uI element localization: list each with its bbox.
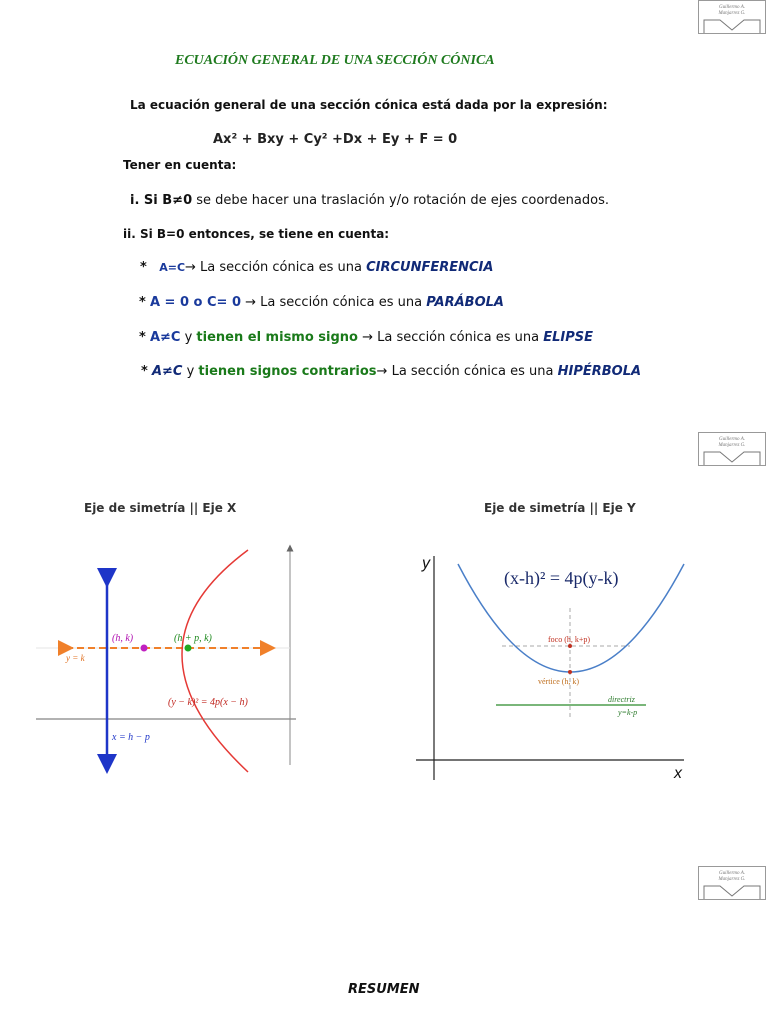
logo-line-2: Manjarrez G. [718,443,746,448]
author-logo [698,866,766,900]
case-hiperbola [141,364,641,379]
label-focus: foco (h, k+p) [548,635,591,644]
figure-horizontal-parabola [36,540,296,776]
label-directrix: directriz [608,695,635,704]
case-elipse [139,330,593,345]
item-i [130,193,609,208]
case-condition: A≠C [151,364,183,379]
author-logo [698,432,766,466]
vertex-point [568,670,572,674]
case-bullet: * [140,260,147,275]
case-circunferencia [140,260,493,275]
logo-line-1: Guillermo A. [718,437,746,442]
case-parabola [139,295,504,310]
case-extra: tienen el mismo signo [196,330,358,345]
label-vertex: vértice (h, k) [538,677,580,686]
logo-line-2: Manjarrez G. [718,877,746,882]
item-i-text: se debe hacer una traslación y/o rotación de ejes coordenados. [192,193,609,208]
case-arrow-text: → La sección cónica es una [376,364,558,379]
note-heading: Tener en cuenta: [123,158,237,172]
case-connector: y [180,330,197,345]
case-connector: y [182,364,199,379]
figure-vertical-parabola [412,548,696,784]
case-result: HIPÉRBOLA [557,364,642,379]
axis-x-label: x [674,765,682,782]
label-y-eq-k: y = k [66,653,85,663]
case-result: CIRCUNFERENCIA [366,260,494,275]
case-arrow-text: → La sección cónica es una [185,260,367,275]
case-condition: A = 0 o C= 0 [149,295,241,310]
logo-line-2: Manjarrez G. [718,11,746,16]
case-arrow-text: → La sección cónica es una [358,330,544,345]
label-focus: (h + p, k) [174,633,212,644]
figure-left-caption: Eje de simetría || Eje X [84,501,237,515]
logo-line-1: Guillermo A. [718,5,746,10]
figure-right-caption: Eje de simetría || Eje Y [484,501,636,515]
label-vertex: (h, k) [112,633,134,644]
case-condition: A=C [159,261,186,274]
focus-point [185,645,192,652]
vertex-point [141,645,148,652]
case-extra: tienen signos contrarios [198,364,377,379]
parabola-curve [182,550,248,772]
label-equation: (y − k)² = 4p(x − h) [168,697,248,708]
case-result: ELIPSE [543,330,593,345]
general-equation: Ax² + Bxy + Cy² +Dx + Ey + F = 0 [213,132,458,147]
right-equation: (x-h)² = 4p(y-k) [504,568,619,588]
case-arrow-text: → La sección cónica es una [241,295,427,310]
case-bullet: * [139,330,146,345]
case-result: PARÁBOLA [426,295,504,310]
focus-point [568,644,572,648]
label-directrix-eq: y=k-p [618,708,638,717]
logo-line-1: Guillermo A. [718,871,746,876]
case-bullet: * [139,295,146,310]
intro-text: La ecuación general de una sección cónica está dada por la expresión: [130,98,608,112]
item-ii: ii. Si B=0 entonces, se tiene en cuenta: [123,227,390,241]
case-condition: A≠C [149,330,181,345]
case-bullet: * [141,364,148,379]
footer-resumen: RESUMEN [348,982,420,997]
page-title: ECUACIÓN GENERAL DE UNA SECCIÓN CÓNICA [175,53,495,68]
item-i-label: i. Si B≠0 [130,193,193,208]
author-logo [698,0,766,34]
axis-y-label: y [422,555,430,572]
label-directrix: x = h − p [112,732,150,743]
